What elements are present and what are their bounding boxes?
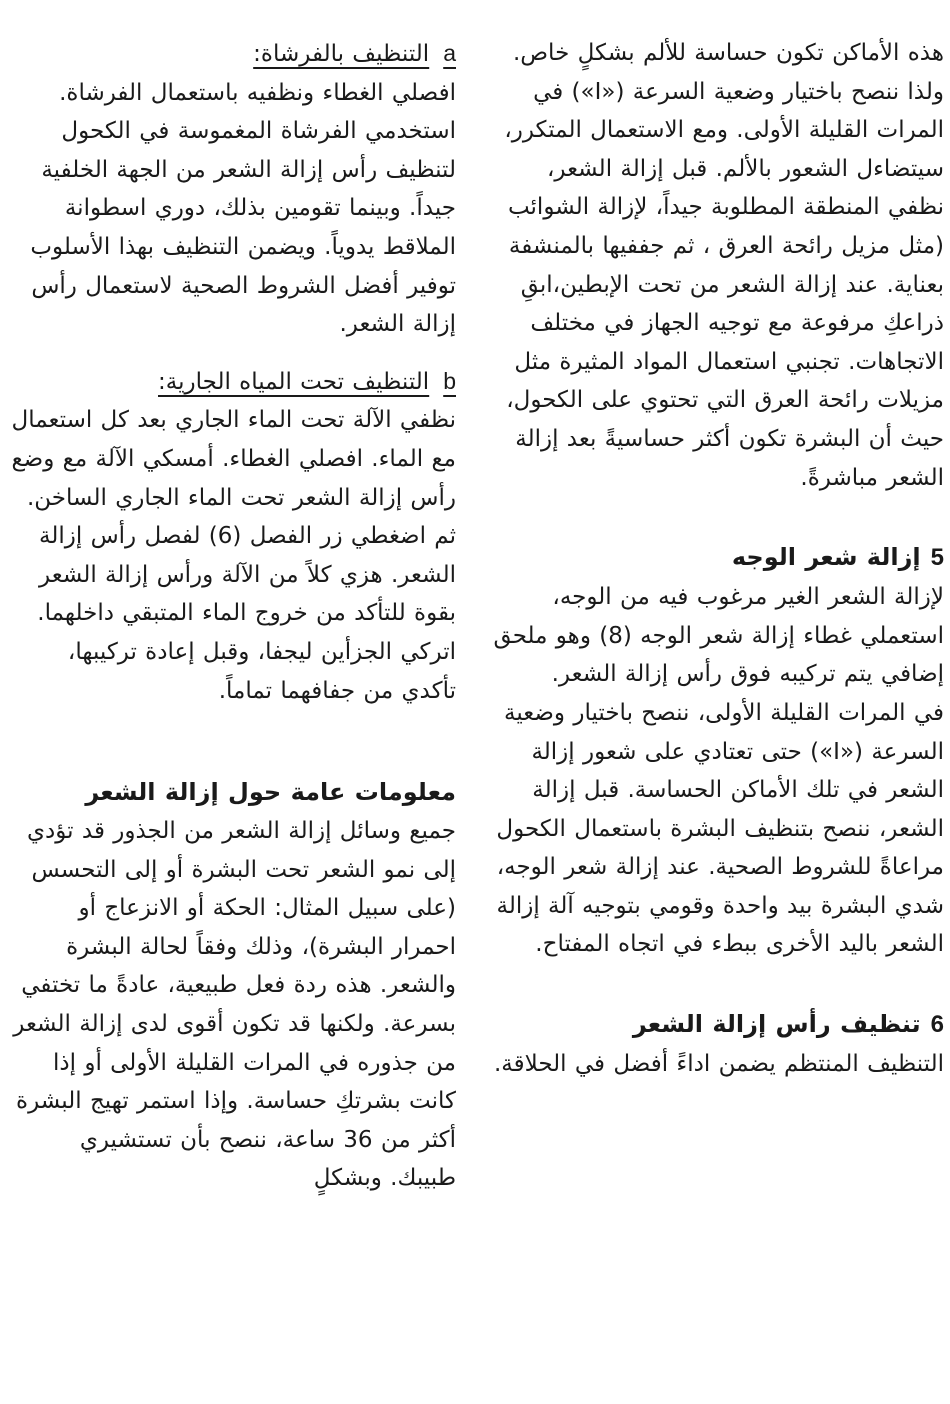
subsection-title: التنظيف تحت المياه الجارية: xyxy=(158,368,430,395)
spacer xyxy=(492,964,944,1004)
section-number: 5 xyxy=(930,544,944,572)
intro-paragraph: هذه الأماكن تكون حساسة للألم بشكلٍ خاص. ولذا ننصح باختيار وضعية السرعة («I») في المرات القليلة الأولى. ومع الاستعمال المتكرر، سيتضاءل الشعور بالألم. قبل إزالة الشعر، نظفي المنطقة المطلوبة جيداً، لإزالة الشوائب (مثل مزيل رائحة العرق ، ثم جففيها بالمنشفة بعناية. عند إزالة الشعر من تحت الإبطين،ابقِ ذراعكِ مرفوعة مع توجيه الجهاز في مختلف الاتجاهات. تجنبي استعمال المواد المثيرة مثل مزيلات رائحة العرق التي تحتوي على الكحول، حيث أن البشرة تكون أكثر حساسيةً بعد إزالة الشعر مباشرةً. xyxy=(504,40,944,491)
section-title: تنظيف رأس إزالة الشعر xyxy=(632,1010,921,1039)
general-info-heading: معلومات عامة حول إزالة الشعر xyxy=(85,778,456,807)
general-info-paragraph: جميع وسائل إزالة الشعر من الجذور قد تؤدي إلى نمو الشعر تحت البشرة أو إلى التحسس (على سبيل المثال: الحكة أو الانزعاج أو احمرار البشرة)، وذلك وفقاً لحالة البشرة والشعر. هذه ردة فعل طبيعية، عادةً ما تختفي بسرعة. ولكنها قد تكون أقوى لدى إزالة الشعر من جذوره في المرات القليلة الأولى أو إذا كانت بشرتكِ حساسة. وإذا استمر تهيج البشرة أكثر من 36 ساعة، ننصح بأن تستشيري طبيبك. وبشكلٍ xyxy=(13,818,456,1192)
subsection-a-heading xyxy=(8,34,456,74)
spacer xyxy=(8,710,456,772)
section-number: 6 xyxy=(930,1011,944,1039)
subsection-a-paragraph: افصلي الغطاء ونظفيه باستعمال الفرشاة. استخدمي الفرشاة المغموسة في الكحول لتنظيف رأس إزالة الشعر من الجهة الخلفية جيداً. وبينما تقومين بذلك، دوري اسطوانة الملاقط يدوياً. ويضمن التنظيف بهذا الأسلوب توفير أفضل الشروط الصحية لاستعمال رأس إزالة الشعر. xyxy=(30,79,456,338)
section-5-paragraph-1: لإزالة الشعر الغير مرغوب فيه من الوجه، استعملي غطاء إزالة شعر الوجه (8) وهو ملحق إضافي يتم تركيبه فوق رأس إزالة الشعر. xyxy=(493,584,944,688)
left-column xyxy=(8,34,456,1198)
section-6-heading xyxy=(492,1004,944,1045)
spacer xyxy=(492,497,944,537)
right-column xyxy=(492,34,944,1084)
subsection-title: التنظيف بالفرشاة: xyxy=(253,41,430,67)
subsection-b-paragraph: نظفي الآلة تحت الماء الجاري بعد كل استعمال مع الماء. افصلي الغطاء. أمسكي الآلة مع وضع رأس إزالة الشعر تحت الماء الجاري الساخن. ثم اضغطي زر الفصل (6) لفصل رأس إزالة الشعر. هزي كلاً من الآلة ورأس إزالة الشعر بقوة للتأكد من خروج الماء المتبقي داخلهما. اتركي الجزأين ليجفا، وقبل إعادة تركيبها، تأكدي من جفافهما تماماً. xyxy=(11,407,456,704)
section-6-paragraph: التنظيف المنتظم يضمن اداءً أفضل في الحلاقة. xyxy=(493,1051,944,1078)
section-5-heading xyxy=(492,537,944,578)
section-title: إزالة شعر الوجه xyxy=(731,543,921,572)
spacer xyxy=(8,344,456,362)
subsection-b-heading xyxy=(8,362,456,402)
section-5-paragraph-2: في المرات القليلة الأولى، ننصح باختيار وضعية السرعة («I») حتى تعتادي على شعور إزالة الشعر في تلك الأماكن الحساسة. قبل إزالة الشعر، ننصح بتنظيف البشرة باستعمال الكحول مراعاةً للشروط الصحية. عند إزالة شعر الوجه، شدي البشرة بيد واحدة وقومي بتوجيه آلة إزالة الشعر باليد الأخرى ببطء في اتجاه المفتاح. xyxy=(496,699,944,958)
subsection-letter: b xyxy=(443,367,456,394)
subsection-letter: a xyxy=(443,40,456,66)
